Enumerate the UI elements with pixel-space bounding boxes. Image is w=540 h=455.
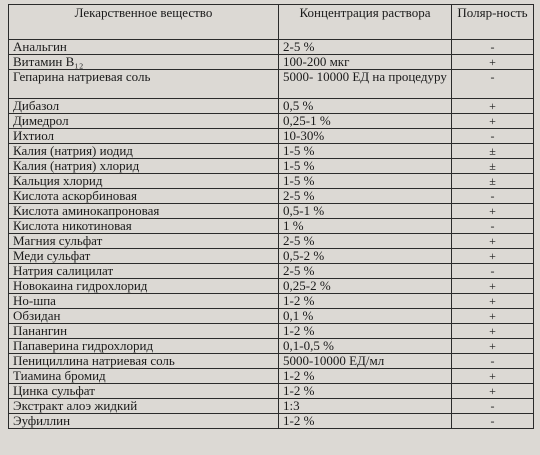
cell-polarity: + (452, 279, 534, 294)
cell-concentration: 0,5-1 % (279, 204, 452, 219)
table-row (9, 324, 534, 339)
cell-concentration: 0,25-1 % (279, 114, 452, 129)
cell-substance: Экстракт алоэ жидкий (9, 399, 279, 414)
table-row (9, 279, 534, 294)
cell-concentration: 1-2 % (279, 384, 452, 399)
table-row (9, 204, 534, 219)
cell-concentration: 2-5 % (279, 234, 452, 249)
table-row (9, 70, 534, 99)
cell-polarity: - (452, 40, 534, 55)
cell-substance: Дибазол (9, 99, 279, 114)
table-row (9, 414, 534, 429)
cell-polarity: + (452, 309, 534, 324)
cell-substance: Папаверина гидрохлорид (9, 339, 279, 354)
cell-polarity: + (452, 249, 534, 264)
cell-concentration: 0,1-0,5 % (279, 339, 452, 354)
cell-polarity: - (452, 264, 534, 279)
cell-concentration: 2-5 % (279, 264, 452, 279)
cell-concentration: 0,5 % (279, 99, 452, 114)
cell-substance: Магния сульфат (9, 234, 279, 249)
table-row (9, 384, 534, 399)
table-row (9, 264, 534, 279)
cell-substance: Витамин В₁₂ (9, 55, 279, 70)
drug-polarity-table (8, 4, 534, 429)
table-row (9, 249, 534, 264)
cell-polarity: + (452, 324, 534, 339)
cell-substance: Новокаина гидрохлорид (9, 279, 279, 294)
table-row (9, 55, 534, 70)
cell-substance: Натрия салицилат (9, 264, 279, 279)
table-row (9, 234, 534, 249)
table-row (9, 144, 534, 159)
cell-concentration: 100-200 мкг (279, 55, 452, 70)
cell-substance: Панангин (9, 324, 279, 339)
cell-polarity: - (452, 189, 534, 204)
cell-polarity: - (452, 129, 534, 144)
header-substance: Лекарственное вещество (9, 5, 279, 40)
cell-substance: Эуфиллин (9, 414, 279, 429)
cell-polarity: + (452, 55, 534, 70)
cell-polarity: + (452, 99, 534, 114)
cell-concentration: 0,25-2 % (279, 279, 452, 294)
table-header-row (9, 5, 534, 40)
table-row (9, 99, 534, 114)
table-row (9, 40, 534, 55)
cell-polarity: - (452, 354, 534, 369)
cell-concentration: 2-5 % (279, 40, 452, 55)
table-row (9, 189, 534, 204)
cell-polarity: + (452, 339, 534, 354)
cell-substance: Гепарина натриевая соль (9, 70, 279, 99)
cell-polarity: + (452, 294, 534, 309)
header-concentration: Концентрация раствора (279, 5, 452, 40)
cell-substance: Пенициллина натриевая соль (9, 354, 279, 369)
table-row (9, 159, 534, 174)
cell-concentration: 1-2 % (279, 294, 452, 309)
cell-concentration: 1-5 % (279, 174, 452, 189)
cell-concentration: 1:3 (279, 399, 452, 414)
cell-polarity: + (452, 234, 534, 249)
cell-polarity: - (452, 70, 534, 99)
table-row (9, 354, 534, 369)
cell-polarity: ± (452, 174, 534, 189)
cell-concentration: 1-2 % (279, 369, 452, 384)
cell-substance: Цинка сульфат (9, 384, 279, 399)
cell-substance: Димедрол (9, 114, 279, 129)
cell-substance: Калия (натрия) хлорид (9, 159, 279, 174)
cell-concentration: 0,1 % (279, 309, 452, 324)
table-row (9, 219, 534, 234)
cell-substance: Калия (натрия) иодид (9, 144, 279, 159)
cell-polarity: + (452, 369, 534, 384)
cell-substance: Кальция хлорид (9, 174, 279, 189)
cell-polarity: - (452, 414, 534, 429)
cell-polarity: + (452, 384, 534, 399)
cell-concentration: 1 % (279, 219, 452, 234)
cell-concentration: 2-5 % (279, 189, 452, 204)
table-row (9, 399, 534, 414)
table-body (9, 40, 534, 429)
cell-concentration: 1-5 % (279, 159, 452, 174)
cell-concentration: 0,5-2 % (279, 249, 452, 264)
cell-substance: Тиамина бромид (9, 369, 279, 384)
cell-concentration: 5000-10000 ЕД/мл (279, 354, 452, 369)
cell-polarity: ± (452, 159, 534, 174)
cell-concentration: 1-2 % (279, 324, 452, 339)
cell-substance: Обзидан (9, 309, 279, 324)
cell-substance: Меди сульфат (9, 249, 279, 264)
cell-polarity: + (452, 114, 534, 129)
cell-concentration: 10-30% (279, 129, 452, 144)
cell-polarity: - (452, 399, 534, 414)
table-row (9, 294, 534, 309)
cell-substance: Кислота никотиновая (9, 219, 279, 234)
table-row (9, 174, 534, 189)
table-row (9, 339, 534, 354)
table-row (9, 369, 534, 384)
cell-polarity: ± (452, 144, 534, 159)
cell-concentration: 1-5 % (279, 144, 452, 159)
cell-substance: Кислота аскорбиновая (9, 189, 279, 204)
cell-concentration: 5000- 10000 ЕД на процедуру (279, 70, 452, 99)
header-polarity: Поляр-ность (452, 5, 534, 40)
cell-substance: Но-шпа (9, 294, 279, 309)
cell-substance: Кислота аминокапроновая (9, 204, 279, 219)
cell-substance: Анальгин (9, 40, 279, 55)
table-row (9, 309, 534, 324)
table-row (9, 114, 534, 129)
cell-polarity: + (452, 204, 534, 219)
cell-concentration: 1-2 % (279, 414, 452, 429)
table-row (9, 129, 534, 144)
cell-polarity: - (452, 219, 534, 234)
cell-substance: Ихтиол (9, 129, 279, 144)
